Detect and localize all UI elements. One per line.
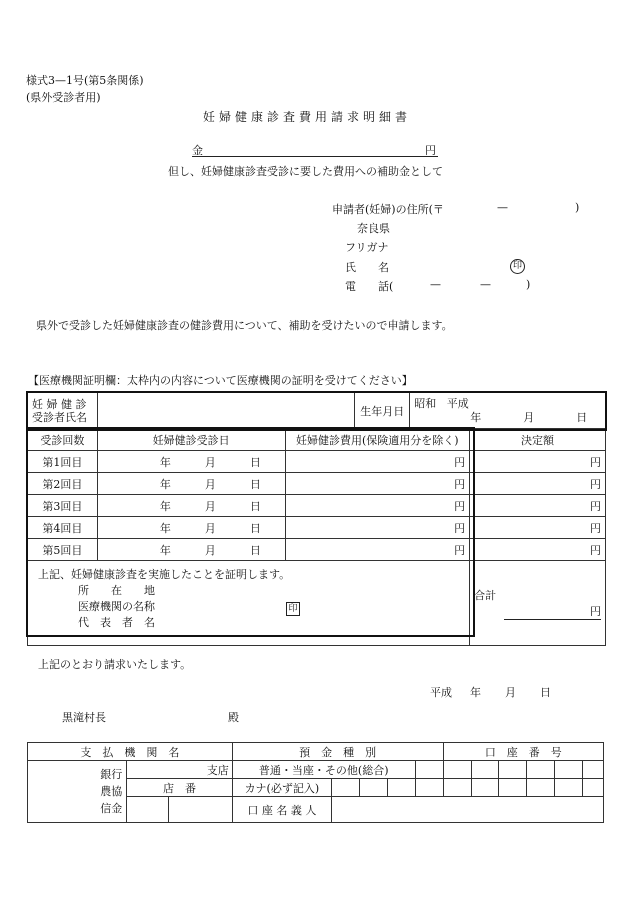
applicant-seal-icon: 印 [510,258,525,274]
prefecture: 奈良県 [357,222,390,235]
total-label: 合計 [474,589,497,602]
decided-amount-field[interactable]: 円 [470,539,606,561]
visit-cost-field[interactable]: 円 [285,539,470,561]
col-decided: 決定額 [470,429,606,451]
kana-cell[interactable] [443,779,471,797]
amount-yen: 円 [425,144,436,157]
phone-dash-1: — [430,278,441,291]
address-label: 申請者(妊婦)の住所(〒 [332,203,444,216]
col-date: 妊婦健診受診日 [97,429,285,451]
phone-close: ) [526,278,531,291]
decided-amount-field[interactable]: 円 [470,495,606,517]
certification-block[interactable] [28,561,470,646]
store-number-cell[interactable] [168,797,232,823]
amount-line[interactable] [192,142,438,157]
bank-header-deposit: 預 金 種 別 [232,743,443,761]
table-row [28,539,606,561]
page-title: 妊婦健康診査費用請求明細書 [203,110,412,124]
holder-label: 口 座 名 義 人 [232,797,331,823]
decided-amount-field[interactable]: 円 [470,473,606,495]
account-digit[interactable] [499,761,527,779]
cert-address-label: 所 在 地 [78,584,155,597]
visit-date-field[interactable]: 年 月 日 [97,539,285,561]
table-row [28,451,606,473]
request-text: 県外で受診した妊婦健康診査の健診費用について、補助を受けたいので申請します。 [36,319,453,332]
store-number-label: 店 番 [127,779,232,797]
visit-cost-field[interactable]: 円 [285,495,470,517]
account-digit[interactable] [471,761,499,779]
visit-date-field[interactable]: 年 月 日 [97,473,285,495]
account-digit[interactable] [527,761,555,779]
furigana-label: フリガナ [345,241,389,254]
table-row [28,473,606,495]
kana-cell[interactable] [359,779,387,797]
kana-cell[interactable] [499,779,527,797]
col-cost: 妊婦健診費用(保険適用分を除く) [285,429,470,451]
store-number-cell[interactable] [127,797,168,823]
cert-heading: 【医療機関証明欄：太枠内の内容について医療機関の証明を受けてください】 [28,374,413,387]
dob-field[interactable]: 昭和 平成 年 月 日 [410,393,606,429]
amount-purpose: 但し、妊婦健康診査受診に要した費用への補助金として [168,165,443,178]
holder-name-field[interactable] [332,797,604,823]
postal-dash: — [497,201,508,214]
honorific: 殿 [228,711,239,724]
account-digit[interactable] [555,761,583,779]
address-close: ) [575,201,580,214]
amount-kin: 金 [192,144,203,157]
recipient-name-label: 妊 婦 健 診 受診者氏名 [28,393,98,429]
cert-rep-label: 代 表 者 名 [78,616,155,629]
kana-cell[interactable] [332,779,360,797]
deposit-type-field[interactable]: 普通・当座・その他(総合) [232,761,415,779]
account-digit[interactable] [443,761,471,779]
name-label: 氏 名 [345,261,389,274]
branch-field[interactable]: 支店 [127,761,232,779]
dob-label: 生年月日 [355,393,410,429]
claim-text: 上記のとおり請求いたします。 [38,658,192,671]
account-digit[interactable] [583,761,604,779]
cert-institution-label: 医療機関の名称 [78,600,155,613]
bank-header-account: 口 座 番 号 [443,743,603,761]
institution-seal-icon: 印 [286,600,300,616]
visit-label: 第3回目 [28,495,98,517]
account-digit[interactable] [415,761,443,779]
table-row [28,495,606,517]
bank-header-institution: 支 払 機 関 名 [28,743,233,761]
visit-label: 第2回目 [28,473,98,495]
kana-cell[interactable] [583,779,604,797]
phone-dash-2: — [480,278,491,291]
kana-cell[interactable] [415,779,443,797]
visit-label: 第5回目 [28,539,98,561]
form-number: 様式3—1号(第5条関係) [26,74,144,87]
visit-cost-field[interactable]: 円 [285,517,470,539]
kana-cell[interactable] [527,779,555,797]
visit-date-field[interactable]: 年 月 日 [97,495,285,517]
applicant-type: (県外受診者用) [26,91,101,104]
visit-date-field[interactable]: 年 月 日 [97,451,285,473]
decided-amount-field[interactable]: 円 [470,451,606,473]
kana-label: カナ(必ず記入) [232,779,331,797]
kana-cell[interactable] [471,779,499,797]
recipient-name-field[interactable] [97,393,354,429]
decided-amount-field[interactable]: 円 [470,517,606,539]
visit-cost-field[interactable]: 円 [285,473,470,495]
visit-cost-field[interactable]: 円 [285,451,470,473]
visit-label: 第1回目 [28,451,98,473]
visit-label: 第4回目 [28,517,98,539]
institution-type[interactable]: 銀行 農協 信金 [28,761,127,823]
bank-table [27,742,604,823]
total-cell[interactable] [470,561,606,646]
cert-statement: 上記、妊婦健康診査を実施したことを証明します。 [38,568,291,581]
total-yen: 円 [504,603,601,620]
addressee: 黒滝村長 [62,711,106,724]
cert-table [27,392,606,646]
claim-date[interactable]: 平成 年 月 日 [430,686,551,699]
kana-cell[interactable] [555,779,583,797]
visit-date-field[interactable]: 年 月 日 [97,517,285,539]
phone-label: 電 話( [345,280,394,293]
col-count: 受診回数 [28,429,98,451]
kana-cell[interactable] [387,779,415,797]
table-row [28,517,606,539]
